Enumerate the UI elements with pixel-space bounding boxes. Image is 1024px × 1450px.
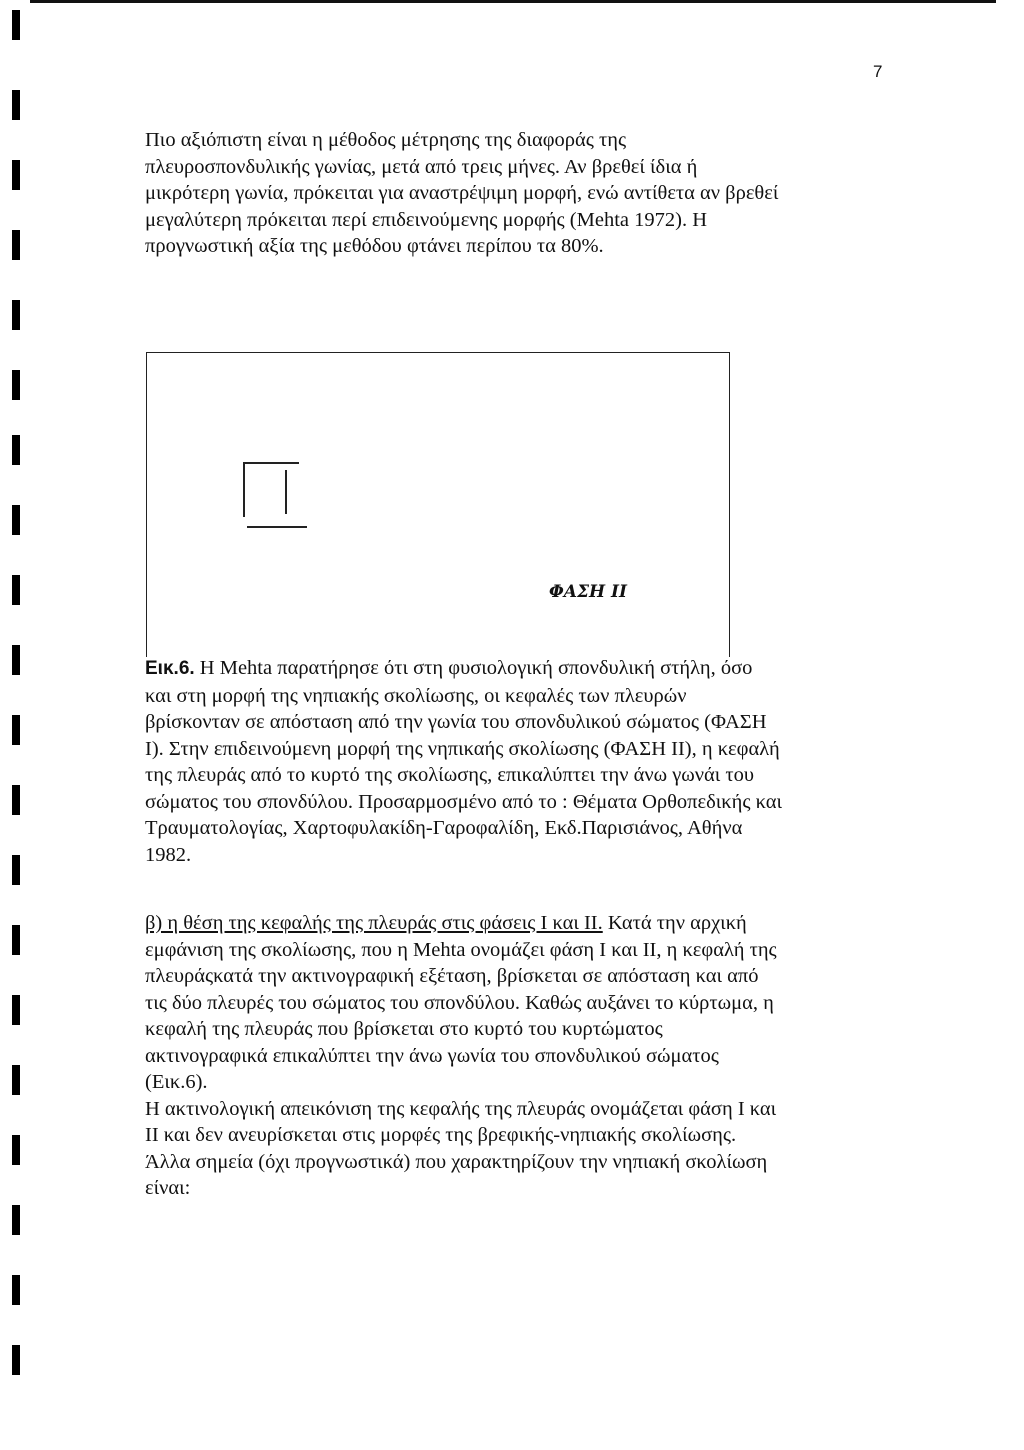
binder-mark	[12, 90, 20, 120]
binder-mark	[12, 1065, 20, 1095]
figure-caption	[145, 655, 895, 868]
section-b-body: Κατά την αρχική εμφάνιση της σκολίωσης, που η Mehta ονομάζει φάση Ι και ΙΙ, η κεφαλή της πλευράςκατά την ακτινογραφική εξέταση, βρίσκεται σε απόσταση και από τις δύο πλευρές του σώματος του σπονδύλου. Καθώς αυξάνει το κύρτωμα, η κεφαλή της πλευράς που βρίσκεται στο κυρτό του κυρτώματος ακτινογραφικά επικαλύπτει την άνω γωνία του σπονδυλικού σώματος (Εικ.6). Η ακτινολογική απεικόνιση της κεφαλής της πλευράς ονομάζεται φάση Ι και ΙΙ και δεν ανευρίσκεται στις μορφές της βρεφικής-νηπιακής σκολίωσης. Άλλα σημεία (όχι προγνωστικά) που χαρακτηρίζουν την νηπιακή σκολίωση είναι:	[145, 912, 777, 1199]
figure-caption-text: Η Mehta παρατήρησε ότι στη φυσιολογική σπονδυλική στήλη, όσο και στη μορφή της νηπιακής σκολίωσης, οι κεφαλές των πλευρών βρίσκονταν σε απόσταση από την γωνία του σπονδυλικού σώματος (ΦΑΣΗ Ι). Στην επιδεινούμενη μορφή της νηπικαής σκολίωσης (ΦΑΣΗ ΙΙ), η κεφαλή της πλευράς από το κυρτό της σκολίωσης, επικαλύπτει την άνω γωνάι του σώματος του σπονδύλου. Προσαρμοσμένο από το : Θέματα Ορθοπεδικής και Τραυματολογίας, Χαρτοφυλακίδη-Γαροφαλίδη, Εκδ.Παρισιάνος, Αθήνα 1982.	[145, 657, 783, 866]
section-b-paragraph	[145, 910, 895, 1202]
figure-caption-number: Εικ.6.	[145, 658, 195, 679]
binder-mark	[12, 1345, 20, 1375]
binder-mark	[12, 435, 20, 465]
binder-mark	[12, 1205, 20, 1235]
binder-mark	[12, 995, 20, 1025]
top-rule	[30, 0, 996, 3]
binder-mark	[12, 575, 20, 605]
binder-mark	[12, 925, 20, 955]
page-number: 7	[873, 62, 883, 81]
sketch-bottom-line	[247, 526, 307, 528]
binder-mark	[12, 230, 20, 260]
binder-mark	[12, 645, 20, 675]
figure-phase-label: ΦΑΣΗ ΙΙ	[549, 582, 627, 602]
binder-mark	[12, 715, 20, 745]
intro-paragraph: Πιο αξιόπιστη είναι η μέθοδος μέτρησης της διαφοράς της πλευροσπονδυλικής γωνίας, μετά από τρεις μήνες. Αν βρεθεί ίδια ή μικρότερη γωνία, πρόκειται για αναστρέψιμη μορφή, ενώ αντίθετα αν βρεθεί μεγαλύτερη πρόκειται περί επιδεινούμενης μορφής (Mehta 1972). Η προγνωστική αξία της μεθόδου φτάνει περίπου τα 80%.	[145, 129, 779, 257]
binder-mark	[12, 855, 20, 885]
binder-mark	[12, 1275, 20, 1305]
figure-6-frame	[146, 352, 730, 657]
sketch-top-line	[243, 462, 299, 464]
binder-mark	[12, 300, 20, 330]
binder-mark	[12, 785, 20, 815]
binder-mark	[12, 1135, 20, 1165]
binder-mark	[12, 160, 20, 190]
binder-mark	[12, 10, 20, 40]
sketch-left-line	[243, 462, 245, 517]
sketch-inner-line	[285, 470, 287, 514]
binder-mark	[12, 370, 20, 400]
binder-mark	[12, 505, 20, 535]
section-b-heading: β) η θέση της κεφαλής της πλευράς στις φάσεις Ι και ΙΙ.	[145, 912, 603, 934]
